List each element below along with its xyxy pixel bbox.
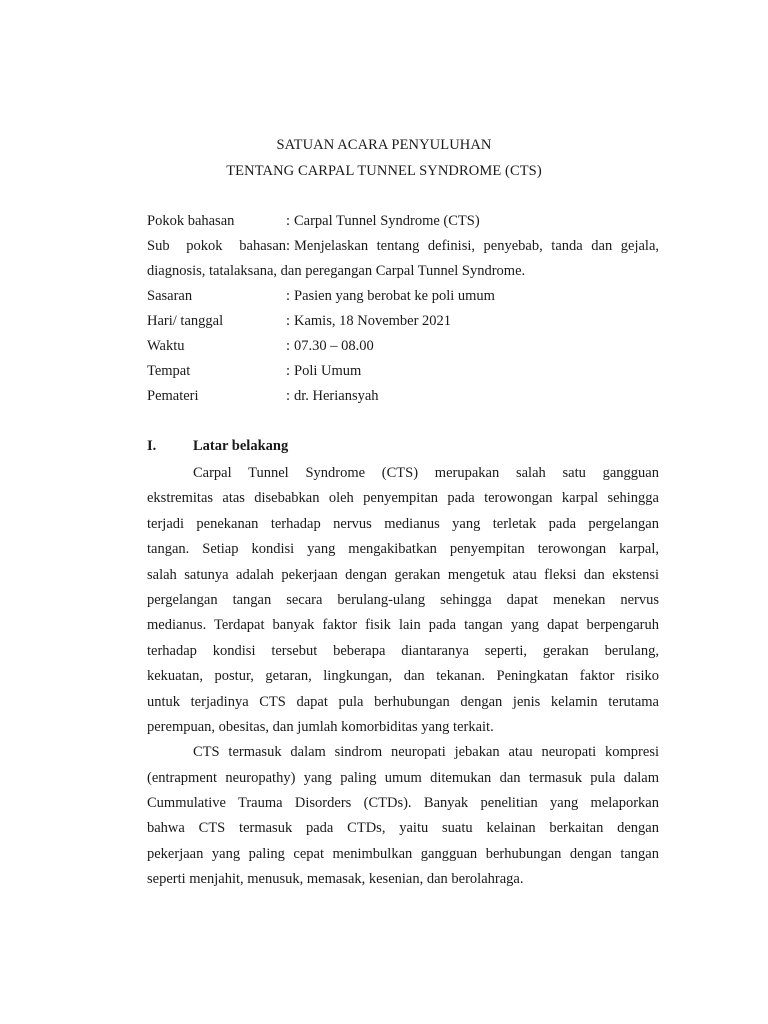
info-row-pokok-bahasan: Pokok bahasan : Carpal Tunnel Syndrome (CTS) xyxy=(147,209,659,234)
paragraph-1 xyxy=(147,461,659,740)
section-title: Latar belakang xyxy=(193,438,289,454)
paragraph-line: kekuatan, postur, getaran, lingkungan, dan tekanan. Peningkatan faktor risiko xyxy=(147,668,659,685)
paragraph-line: tangan. Setiap kondisi yang mengakibatkan penyempitan terowongan karpal, xyxy=(147,541,659,558)
paragraph-line: terjadi penekanan terhadap nervus medianus yang terletak pada pergelangan xyxy=(147,515,659,532)
paragraph-line: pergelangan tangan secara berulang-ulang sehingga dapat menekan nervus xyxy=(147,591,659,608)
info-label: Tempat xyxy=(147,363,191,379)
paragraph-line: terhadap kondisi tersebut beberapa diantaranya seperti, gerakan berulang, xyxy=(147,642,659,659)
paragraph-line: Carpal Tunnel Syndrome (CTS) merupakan salah satu gangguan xyxy=(193,465,659,481)
info-label: Sasaran xyxy=(147,288,193,304)
info-row-waktu: Waktu : 07.30 – 08.00 xyxy=(147,334,659,359)
info-row-sasaran: Sasaran : Pasien yang berobat ke poli umum xyxy=(147,284,659,309)
info-value: Menjelaskan tentang definisi, penyebab, tanda dan gejala, xyxy=(294,238,659,254)
document-title: SATUAN ACARA PENYULUHAN xyxy=(276,137,492,153)
paragraph-line: bahwa CTS termasuk pada CTDs, yaitu suatu kelainan berkaitan dengan xyxy=(147,820,659,837)
paragraph-line: untuk terjadinya CTS dapat pula berhubungan dengan jenis kelamin terutama xyxy=(147,693,659,710)
info-row-tempat: Tempat : Poli Umum xyxy=(147,359,659,384)
info-value: Pasien yang berobat ke poli umum xyxy=(294,288,495,304)
document-subtitle: TENTANG CARPAL TUNNEL SYNDROME (CTS) xyxy=(226,163,542,179)
info-value: Poli Umum xyxy=(294,363,362,379)
paragraph-line: pekerjaan yang paling cepat menimbulkan gangguan berhubungan dengan tangan xyxy=(147,845,659,862)
info-label: Sub pokok bahasan xyxy=(147,238,286,254)
info-value-continuation: diagnosis, tatalaksana, dan peregangan Carpal Tunnel Syndrome. xyxy=(147,263,526,279)
info-row-pemateri: Pemateri : dr. Heriansyah xyxy=(147,384,659,409)
section-number: I. xyxy=(147,438,157,454)
info-row-sub-pokok-bahasan: Sub pokok bahasan : Menjelaskan tentang definisi, penyebab, tanda dan gejala, xyxy=(147,234,659,259)
paragraph-line: medianus. Terdapat banyak faktor fisik lain pada tangan yang dapat berpengaruh xyxy=(147,617,659,634)
info-label: Hari/ tanggal xyxy=(147,313,224,329)
info-label: Pokok bahasan xyxy=(147,213,235,229)
paragraph-line: seperti menjahit, menusuk, memasak, kesenian, dan berolahraga. xyxy=(147,871,524,888)
section-heading xyxy=(147,438,288,455)
paragraph-line: (entrapment neuropathy) yang paling umum ditemukan dan termasuk pula dalam xyxy=(147,769,659,786)
info-value: 07.30 – 08.00 xyxy=(294,338,374,354)
info-value: Carpal Tunnel Syndrome (CTS) xyxy=(294,213,480,229)
info-label: Waktu xyxy=(147,338,185,354)
info-label: Pemateri xyxy=(147,388,199,404)
paragraph-line: ekstremitas atas disebabkan oleh penyempitan pada terowongan karpal sehingga xyxy=(147,490,659,507)
paragraph-line: salah satunya adalah pekerjaan dengan gerakan mengetuk atau fleksi dan ekstensi xyxy=(147,566,659,583)
paragraph-line: perempuan, obesitas, dan jumlah komorbiditas yang terkait. xyxy=(147,718,494,735)
info-row-hari-tanggal: Hari/ tanggal : Kamis, 18 November 2021 xyxy=(147,309,659,334)
info-value: dr. Heriansyah xyxy=(294,388,379,404)
paragraph-line: CTS termasuk dalam sindrom neuropati jebakan atau neuropati kompresi xyxy=(193,744,659,761)
paragraph-2 xyxy=(147,740,659,892)
info-value: Kamis, 18 November 2021 xyxy=(294,313,452,329)
section-body xyxy=(147,461,659,893)
info-table xyxy=(147,209,659,409)
paragraph-line: Cummulative Trauma Disorders (CTDs). Banyak penelitian yang melaporkan xyxy=(147,795,659,812)
